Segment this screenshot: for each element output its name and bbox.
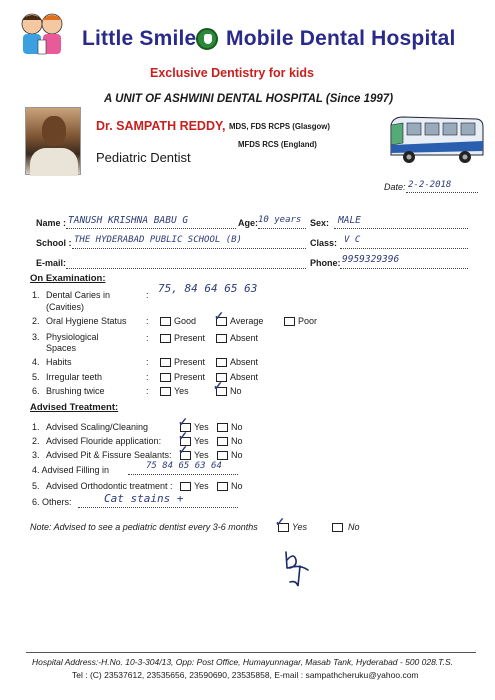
age-label: Age: xyxy=(238,218,258,228)
tick-mark-icon: ✓ xyxy=(214,309,225,323)
option-yes: Yes xyxy=(174,386,189,396)
option-yes: Yes xyxy=(194,422,209,432)
filling-underline xyxy=(128,474,238,475)
caries-label-2: (Cavities) xyxy=(46,302,85,312)
brushing-label: Brushing twice xyxy=(46,386,105,396)
advised-num: 5. xyxy=(32,481,40,491)
orthodontic-label: Advised Orthodontic treatment : xyxy=(46,481,173,491)
checkbox-absent[interactable] xyxy=(216,358,227,367)
filling-value: 75 84 65 63 64 xyxy=(146,461,222,471)
name-underline xyxy=(66,228,236,229)
doctor-specialty: Pediatric Dentist xyxy=(96,150,191,165)
exam-num: 1. xyxy=(32,290,40,300)
hospital-name-right: Mobile Dental Hospital xyxy=(226,27,456,50)
option-poor: Poor xyxy=(298,316,318,326)
option-no: No xyxy=(231,422,243,432)
colon: : xyxy=(146,290,149,300)
doctor-photo xyxy=(25,107,81,175)
option-good: Good xyxy=(174,316,197,326)
checkbox-good[interactable] xyxy=(160,317,171,326)
option-absent: Absent xyxy=(230,357,259,367)
option-no: No xyxy=(230,386,242,396)
email-underline xyxy=(66,268,306,269)
school-value: THE HYDERABAD PUBLIC SCHOOL (B) xyxy=(74,235,242,245)
tick-mark-icon: ✓ xyxy=(178,443,189,457)
class-label: Class: xyxy=(310,238,338,248)
sex-value: MALE xyxy=(338,215,361,226)
checkbox-no[interactable] xyxy=(217,482,228,491)
hospital-subtitle: Exclusive Dentistry for kids xyxy=(150,66,314,80)
option-present: Present xyxy=(174,357,206,367)
examination-heading: On Examination: xyxy=(30,273,106,284)
checkbox-yes[interactable] xyxy=(160,387,171,396)
checkbox-no[interactable] xyxy=(217,437,228,446)
option-no: No xyxy=(231,450,243,460)
checkbox-present[interactable] xyxy=(160,358,171,367)
exam-num: 6. xyxy=(32,386,40,396)
advised-num: 3. xyxy=(32,450,40,460)
footer-address: Hospital Address:-H.No. 10-3-304/13, Opp: Post Office, Humayunnagar, Masab Tank, Hyderabad - 500 028.T.S. xyxy=(32,657,453,667)
school-label: School : xyxy=(36,238,72,248)
date-value: 2-2-2018 xyxy=(408,180,452,190)
exam-num: 5. xyxy=(32,372,40,382)
colon: : xyxy=(146,386,149,396)
name-value: TANUSH KRISHNA BABU G xyxy=(68,215,189,226)
phone-underline xyxy=(340,268,468,269)
advised-heading: Advised Treatment: xyxy=(30,402,119,413)
sealants-label: Advised Pit & Fissure Sealants: xyxy=(46,450,172,460)
exam-num: 2. xyxy=(32,316,40,326)
tick-mark-icon: ✓ xyxy=(275,515,286,529)
others-label: 6. Others: xyxy=(32,497,72,507)
school-underline xyxy=(72,248,306,249)
tick-mark-icon: ✓ xyxy=(178,429,189,443)
doctor-name: Dr. SAMPATH REDDY, xyxy=(96,119,226,133)
unit-line: A UNIT OF ASHWINI DENTAL HOSPITAL (Since 1997) xyxy=(104,93,394,105)
option-average: Average xyxy=(230,316,264,326)
option-no: No xyxy=(231,481,243,491)
checkbox-no[interactable] xyxy=(217,451,228,460)
checkbox-absent[interactable] xyxy=(216,334,227,343)
advised-num: 1. xyxy=(32,422,40,432)
colon: : xyxy=(146,372,149,382)
caries-value: 75, 84 64 65 63 xyxy=(158,282,258,295)
option-absent: Absent xyxy=(230,333,259,343)
email-label: E-mail: xyxy=(36,258,67,268)
hospital-name-left: Little Smile xyxy=(82,27,197,50)
physiological-label-2: Spaces xyxy=(46,343,77,353)
habits-label: Habits xyxy=(46,357,72,367)
tick-mark-icon: ✓ xyxy=(213,379,224,393)
footer-contact: Tel : (C) 23537612, 23535656, 23590690, 23535858, E-mail : sampathcheruku@yahoo.com xyxy=(72,670,419,680)
checkbox-no[interactable] xyxy=(217,423,228,432)
flouride-label: Advised Flouride application: xyxy=(46,436,162,446)
age-value: 10 years xyxy=(258,215,302,225)
filling-label: 4. Advised Filling in xyxy=(32,465,110,475)
doctor-degrees-2: MFDS RCS (England) xyxy=(238,140,317,149)
option-yes: Yes xyxy=(194,481,209,491)
sex-label: Sex: xyxy=(310,218,330,228)
checkbox-poor[interactable] xyxy=(284,317,295,326)
class-value: V C xyxy=(344,235,361,245)
footer-divider xyxy=(26,652,476,653)
exam-num: 4. xyxy=(32,357,40,367)
colon: : xyxy=(146,333,149,343)
doctor-degrees-1: MDS, FDS RCPS (Glasgow) xyxy=(229,122,330,131)
option-no: No xyxy=(231,436,243,446)
mobile-bus-icon xyxy=(385,111,485,169)
doctor-signature xyxy=(278,546,322,590)
option-present: Present xyxy=(174,333,206,343)
colon: : xyxy=(146,316,149,326)
sex-underline xyxy=(334,228,468,229)
note-yes: Yes xyxy=(292,522,308,532)
option-yes: Yes xyxy=(194,450,209,460)
phone-label: Phone: xyxy=(310,258,341,268)
note-text: Note: Advised to see a pediatric dentist every 3-6 months xyxy=(30,522,258,532)
checkbox-present[interactable] xyxy=(160,334,171,343)
option-present: Present xyxy=(174,372,206,382)
class-underline xyxy=(340,248,468,249)
option-yes: Yes xyxy=(194,436,209,446)
physiological-label: Physiological xyxy=(46,332,99,342)
colon: : xyxy=(146,357,149,367)
kids-cartoon-logo xyxy=(14,10,70,60)
oral-hygiene-label: Oral Hygiene Status xyxy=(46,316,127,326)
caries-label: Dental Caries in xyxy=(46,290,111,300)
others-value: Cat stains + xyxy=(104,492,184,505)
tooth-logo-icon xyxy=(196,28,218,50)
exam-num: 3. xyxy=(32,332,40,342)
name-label: Name : xyxy=(36,218,67,228)
tick-mark-icon: ✓ xyxy=(178,415,189,429)
checkbox-present[interactable] xyxy=(160,373,171,382)
note-no: No xyxy=(348,522,360,532)
checkbox-yes[interactable] xyxy=(180,482,191,491)
irregular-teeth-label: Irregular teeth xyxy=(46,372,103,382)
option-absent: Absent xyxy=(230,372,259,382)
age-underline xyxy=(258,228,306,229)
checkbox-note-no[interactable] xyxy=(332,523,343,532)
others-underline xyxy=(78,507,238,508)
phone-value: 9959329396 xyxy=(342,254,400,265)
date-label: Date: xyxy=(384,182,406,192)
scaling-label: Advised Scaling/Cleaning xyxy=(46,422,149,432)
advised-num: 2. xyxy=(32,436,40,446)
date-underline xyxy=(406,192,478,193)
